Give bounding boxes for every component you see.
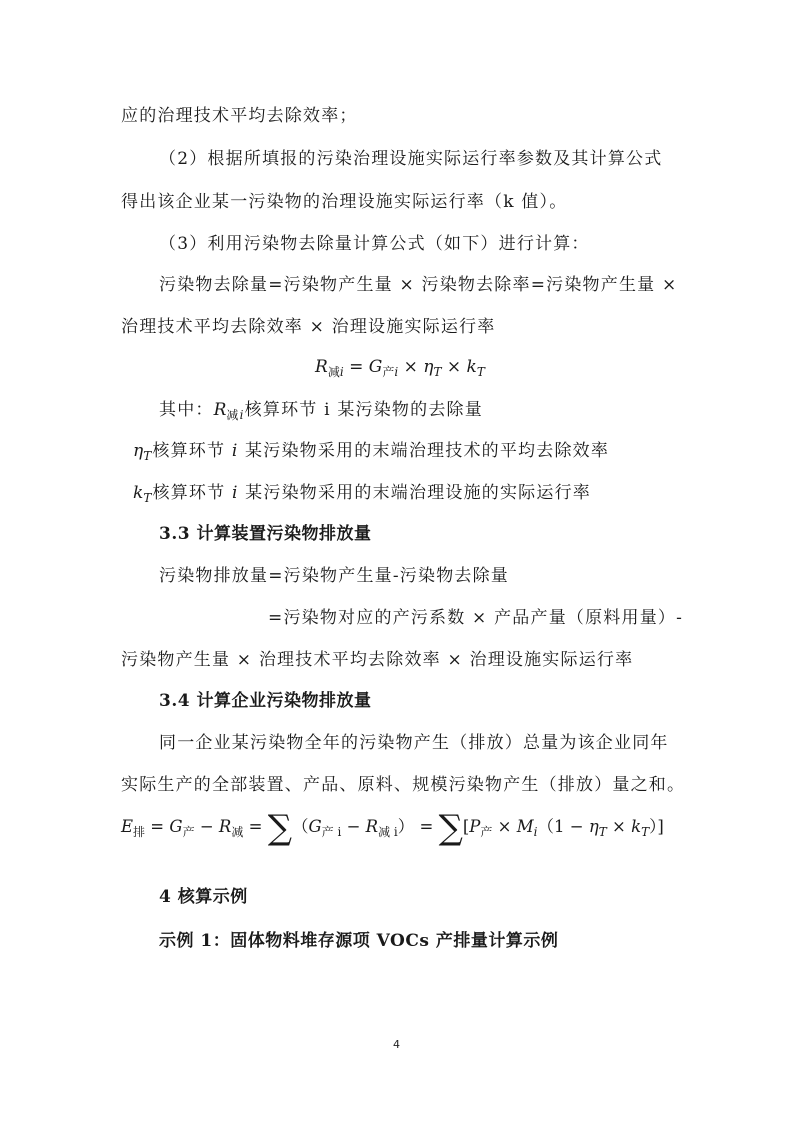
formula-text-line: 污染物排放量=污染物产生量-污染物去除量 (159, 566, 509, 586)
paragraph-line: （2）根据所填报的污染治理设施实际运行率参数及其计算公式 (159, 149, 663, 169)
variable-definition-eta: $\eta_T$核算环节 i 某污染物采用的末端治理技术的平均去除效率 (133, 441, 610, 463)
paragraph-line: （3）利用污染物去除量计算公式（如下）进行计算： (159, 234, 590, 254)
example-heading: 示例 1：固体物料堆存源项 VOCs 产排量计算示例 (159, 931, 559, 951)
variable-definition-r: 其中：$R_{减i}$核算环节 i 某污染物的去除量 (159, 400, 483, 422)
page-number: 4 (393, 1038, 400, 1051)
summation-symbol: ∑ (267, 808, 292, 848)
variable-definition-k: $k_T$核算环节 i 某污染物采用的末端治理设施的实际运行率 (133, 483, 591, 505)
paragraph-line: 同一企业某污染物全年的污染物产生（排放）总量为该企业同年 (159, 733, 669, 753)
summation-symbol: ∑ (438, 808, 463, 848)
section-heading-4: 4 核算示例 (159, 887, 248, 907)
emission-equation: $E_排 = G_产 - R_减 = \sum(G_{产 i} - R_{减 i}) = \sum[P_产 \times M_i(1 - \eta_T \times k_T)]$ (121, 808, 664, 848)
formula-text-line: =污染物对应的产污系数 × 产品产量（原料用量）- (268, 608, 684, 628)
formula-text-line: 污染物去除量=污染物产生量 × 污染物去除率=污染物产生量 × (159, 275, 678, 295)
section-heading-3-4: 3.4 计算企业污染物排放量 (159, 691, 372, 711)
section-heading-3-3: 3.3 计算装置污染物排放量 (159, 524, 372, 544)
paragraph-line: 实际生产的全部装置、产品、原料、规模污染物产生（排放）量之和。 (121, 775, 686, 795)
formula-text-line: 治理技术平均去除效率 × 治理设施实际运行率 (121, 317, 496, 337)
removal-equation: $R_{减i} = G_{产i} \times \eta_T \times k_T$ (315, 357, 485, 379)
paragraph-line: 应的治理技术平均去除效率； (121, 106, 358, 126)
formula-text-line: 污染物产生量 × 治理技术平均去除效率 × 治理设施实际运行率 (121, 650, 634, 670)
paragraph-line: 得出该企业某一污染物的治理设施实际运行率（k 值）。 (121, 192, 568, 212)
